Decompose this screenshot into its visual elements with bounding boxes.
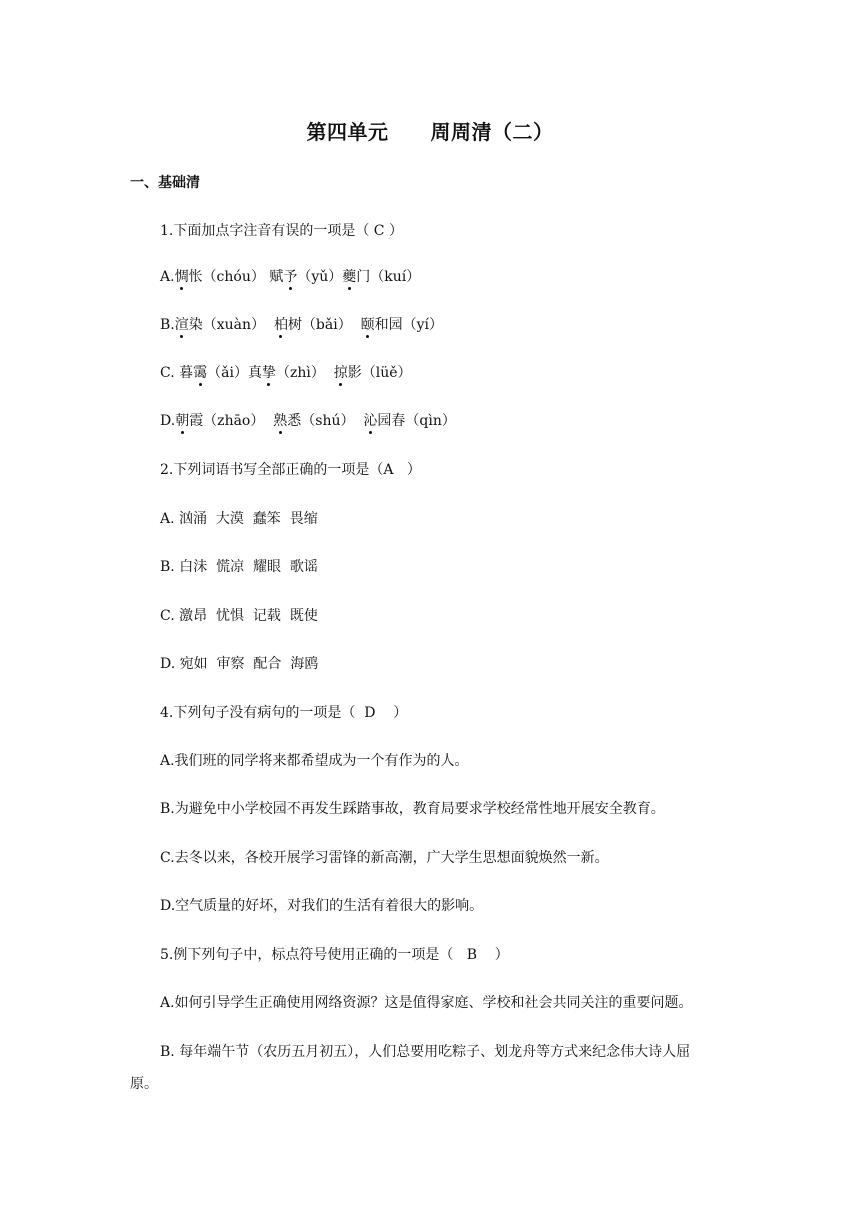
- question-1-option-a: [160, 266, 420, 286]
- section-heading: 一、基础清: [130, 175, 200, 191]
- dotted-char: 颐: [361, 314, 375, 334]
- text-seg: 霞（zhāo）: [189, 413, 274, 429]
- question-2-option-d: D. 宛如 审察 配合 海鸥: [160, 656, 319, 672]
- text-seg: （ǎi）真: [207, 365, 262, 381]
- question-1-option-c: [160, 362, 412, 382]
- question-5-option-a: A.如何引导学生正确使用网络资源？这是值得家庭、学校和社会共同关注的重要问题。: [160, 995, 693, 1011]
- title-subtitle: 周周清（二）: [430, 120, 554, 144]
- question-5-option-b-line1: B. 每年端午节（农历五月初五），人们总要用吃粽子、划龙舟等方式来纪念伟大诗人屈: [160, 1044, 691, 1060]
- question-4-option-c: C.去冬以来，各校开展学习雷锋的新高潮，广大学生思想面貌焕然一新。: [160, 850, 609, 866]
- text-seg: （zhì）: [275, 365, 334, 381]
- text-seg: A.: [160, 269, 175, 285]
- dotted-char: 霭: [193, 362, 207, 382]
- question-4-option-a: A.我们班的同学将来都希望成为一个有作为的人。: [160, 753, 469, 769]
- question-4-stem: 4.下列句子没有病句的一项是（ D ）: [160, 705, 408, 721]
- question-1-option-b: [160, 314, 443, 334]
- text-seg: C. 暮: [160, 365, 194, 381]
- dotted-char: 挚: [262, 362, 276, 382]
- text-seg: 门（kuí）: [356, 269, 421, 285]
- question-2-stem: 2.下列词语书写全部正确的一项是（A ）: [160, 462, 421, 478]
- text-seg: 怅（chóu） 赋: [188, 269, 284, 285]
- text-seg: 染（xuàn）: [188, 317, 274, 333]
- dotted-char: 熟: [273, 410, 287, 430]
- text-seg: （yǔ）: [297, 269, 343, 285]
- text-seg: B.: [160, 317, 175, 333]
- question-2-option-c: C. 激昂 忧惧 记载 既使: [160, 608, 318, 624]
- text-seg: 影（lüě）: [347, 365, 412, 381]
- page-title: [0, 116, 860, 145]
- dotted-char: 朝: [175, 410, 189, 430]
- question-5-stem: 5.例下列句子中，标点符号使用正确的一项是（ B ）: [160, 947, 509, 963]
- dotted-char: 柏: [274, 314, 288, 334]
- dotted-char: 渲: [175, 314, 189, 334]
- text-seg: 悉（shú）: [287, 413, 364, 429]
- text-seg: 和园（yí）: [374, 317, 444, 333]
- question-1-stem: 1.下面加点字注音有误的一项是（ C ）: [160, 223, 403, 239]
- dotted-char: 掠: [334, 362, 348, 382]
- question-2-option-b: B. 白沬 慌凉 耀眼 歌谣: [160, 559, 318, 575]
- dotted-char: 惆: [175, 266, 189, 286]
- text-seg: 园春（qìn）: [377, 413, 456, 429]
- question-2-option-a: A. 汹涌 大漠 蠢笨 畏缩: [160, 511, 318, 527]
- question-5-option-b-line2: 原。: [130, 1076, 158, 1092]
- question-1-option-d: [160, 410, 456, 430]
- dotted-char: 予: [283, 266, 297, 286]
- question-4-option-d: D.空气质量的好坏，对我们的生活有着很大的影响。: [160, 898, 484, 914]
- title-unit: 第四单元: [306, 120, 389, 144]
- text-seg: D.: [160, 413, 176, 429]
- question-4-option-b: B.为避免中小学校园不再发生踩踏事故，教育局要求学校经常性地开展安全教育。: [160, 801, 665, 817]
- dotted-char: 夔: [342, 266, 356, 286]
- text-seg: 树（bǎi）: [287, 317, 361, 333]
- dotted-char: 沁: [363, 410, 377, 430]
